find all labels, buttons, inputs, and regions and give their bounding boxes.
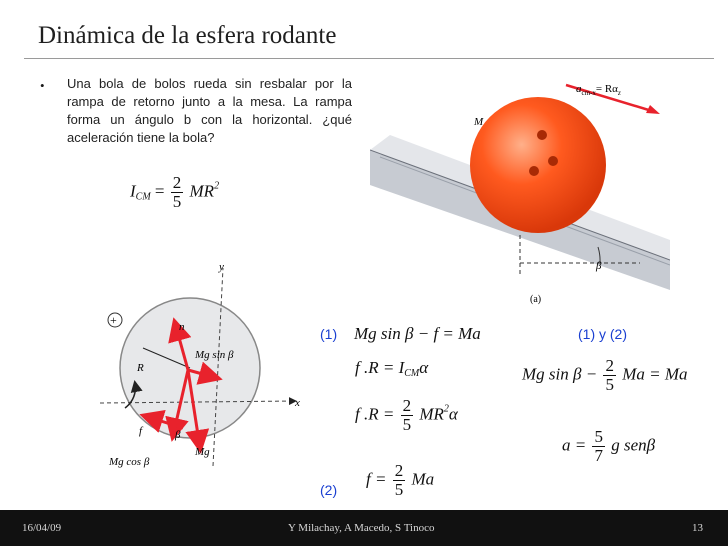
footer-page-number: 13	[692, 522, 703, 534]
torque-equation: f $.R = I_{CM}\alpha$	[355, 358, 429, 379]
radius-label: R	[137, 362, 144, 374]
slide-title: Dinámica de la esfera rodante	[38, 22, 337, 49]
combined-equation: Mg sin β − $\frac{2}{5}$ Ma = Ma	[522, 356, 688, 394]
footer-date: 16/04/09	[22, 522, 62, 534]
title-rule	[24, 58, 714, 59]
finger-hole	[529, 166, 539, 176]
newton-equation: Mg sin β − f = Ma	[354, 324, 481, 343]
result-equation: a = $\frac{5}{7}$ g senβ	[562, 427, 656, 465]
friction-equation: f = $\frac{2}{5}$ Ma	[366, 461, 435, 499]
mass-label: M	[474, 116, 484, 128]
torque-equation-2: f .R = $\frac{2}{5}$ $MR^2\alpha$	[355, 396, 458, 434]
mg-cos-label: Mg cos β	[109, 456, 150, 468]
normal-force-label: n	[179, 321, 185, 333]
y-axis-label: y	[219, 261, 224, 273]
x-axis-label: x	[295, 397, 300, 409]
mg-sin-label: Mg sin β	[195, 349, 234, 361]
tag-1-and-2: (1) y (2)	[578, 326, 627, 342]
tag-1: (1)	[320, 326, 338, 342]
footer-bar	[0, 510, 728, 546]
question-text: Una bola de bolos rueda sin resbalar por la rampa de retorno junto a la mesa. La rampa forma un ángulo b con la horizontal. ¿qué aceleración tiene la bola?	[67, 76, 352, 145]
rotation-sign-label: +	[110, 313, 117, 327]
acceleration-label: $a_{cm-x}= R\alpha_z$	[576, 83, 621, 97]
free-body-diagram	[95, 258, 310, 473]
finger-hole	[548, 156, 558, 166]
friction-label: f	[139, 425, 143, 437]
bowling-ball	[470, 97, 606, 233]
finger-hole	[537, 130, 547, 140]
angle-beta-label: β	[596, 260, 602, 272]
bullet-marker: •	[40, 78, 45, 93]
weight-label: Mg	[195, 446, 210, 458]
tag-2: (2)	[320, 482, 338, 498]
inertia-formula: $I_{CM}$ = $\frac{2}{5}$ $MR^2$	[130, 173, 220, 211]
beta-label: β	[175, 429, 181, 441]
ramp-figure	[370, 75, 670, 305]
footer-authors: Y Milachay, A Macedo, S Tinoco	[288, 522, 435, 534]
figure-caption: (a)	[530, 294, 542, 305]
